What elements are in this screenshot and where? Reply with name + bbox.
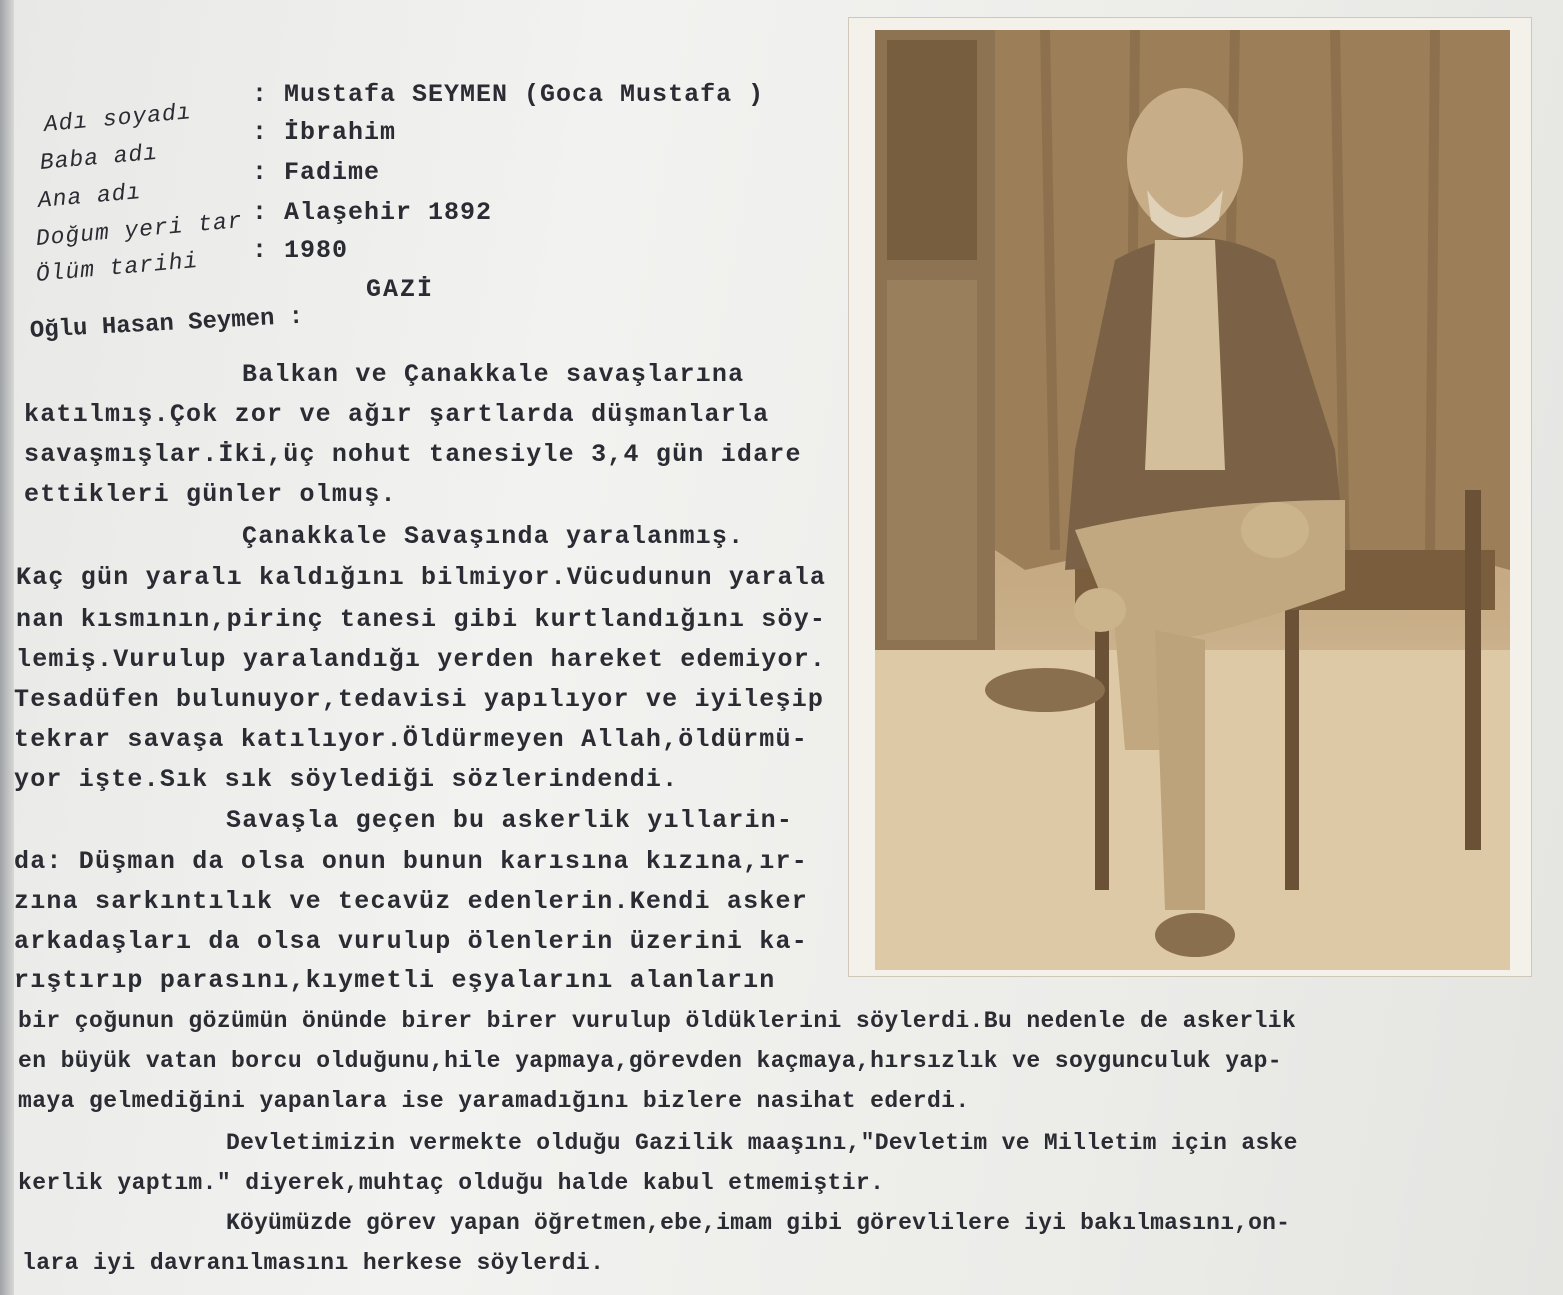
page-edge <box>0 0 14 1295</box>
text-line: maya gelmediğini yapanlara ise yaramadığını bizlere nasihat ederdi. <box>18 1088 970 1114</box>
text-line: ettikleri günler olmuş. <box>24 480 397 509</box>
son-label: Oğlu Hasan Seymen : <box>29 303 304 345</box>
text-line: zına sarkıntılık ve tecavüz edenlerin.Kendi asker <box>14 887 808 916</box>
page-title: GAZİ <box>366 275 435 304</box>
text-line: lara iyi davranılmasını herkese söylerdi. <box>22 1250 605 1276</box>
head <box>1127 88 1243 232</box>
text-line: Tesadüfen bulunuyor,tedavisi yapılıyor ve iyileşip <box>14 685 825 714</box>
text-line: Balkan ve Çanakkale savaşlarına <box>242 360 745 389</box>
text-line: nan kısmının,pirinç tanesi gibi kurtlandığını söy- <box>16 605 827 634</box>
text-line: Kaç gün yaralı kaldığını bilmiyor.Vücudunun yarala <box>16 563 827 592</box>
door-panel <box>887 280 977 640</box>
text-line: Savaşla geçen bu askerlik yıllarin- <box>226 806 794 835</box>
text-line: Köyümüzde görev yapan öğretmen,ebe,imam gibi görevlilere iyi bakılmasını,on- <box>226 1210 1291 1236</box>
label-baba-adi: Baba adı <box>38 139 160 176</box>
label-dogum: Doğum yeri tar <box>34 207 244 252</box>
shirt <box>1145 240 1225 470</box>
text-line: rıştırıp parasını,kıymetli eşyalarını alanların <box>14 966 776 995</box>
label-ana-adi: Ana adı <box>36 179 143 214</box>
text-line: lemiş.Vurulup yaralandığı yerden hareket edemiyor. <box>16 645 827 674</box>
text-line: tekrar savaşa katılıyor.Öldürmeyen Allah,öldürmü- <box>14 725 808 754</box>
text-line: bir çoğunun gözümün önünde birer birer vurulup öldüklerini söylerdi.Bu nedenle de askerlik <box>18 1008 1297 1034</box>
label-adi-soyadi: Adı soyadı <box>42 99 193 138</box>
bench-leg <box>1095 610 1109 890</box>
bench-leg <box>1285 610 1299 890</box>
portrait-photo <box>875 30 1510 970</box>
text-line: arkadaşları da olsa vurulup ölenlerin üzerini ka- <box>14 927 808 956</box>
value-dogum: : Alaşehir 1892 <box>252 198 493 227</box>
text-line: en büyük vatan borcu olduğunu,hile yapmaya,görevden kaçmaya,hırsızlık ve soygunculuk yap- <box>18 1048 1282 1074</box>
window-frame <box>887 40 977 260</box>
shoe <box>985 668 1105 712</box>
text-line: Çanakkale Savaşında yaralanmış. <box>242 522 745 551</box>
text-line: yor işte.Sık sık söylediği sözlerindendi. <box>14 765 679 794</box>
text-line: katılmış.Çok zor ve ağır şartlarda düşmanlarla <box>24 400 770 429</box>
text-line: kerlik yaptım." diyerek,muhtaç olduğu halde kabul etmemiştir. <box>18 1170 885 1196</box>
value-olum: : 1980 <box>252 236 349 265</box>
value-baba-adi: : İbrahim <box>252 118 397 147</box>
text-line: da: Düşman da olsa onun bunun karısına kızına,ır- <box>14 847 808 876</box>
hand <box>1241 502 1309 558</box>
hand <box>1074 588 1126 632</box>
value-ana-adi: : Fadime <box>252 158 381 187</box>
value-adi-soyadi: : Mustafa SEYMEN (Goca Mustafa ) <box>252 80 765 109</box>
text-line: savaşmışlar.İki,üç nohut tanesiyle 3,4 gün idare <box>24 440 802 469</box>
shoe <box>1155 913 1235 957</box>
label-olum: Ölüm tarihi <box>34 247 200 288</box>
portrait-illustration <box>875 30 1510 970</box>
bench-leg <box>1465 490 1481 850</box>
text-line: Devletimizin vermekte olduğu Gazilik maaşını,"Devletim ve Milletim için aske <box>226 1130 1298 1156</box>
